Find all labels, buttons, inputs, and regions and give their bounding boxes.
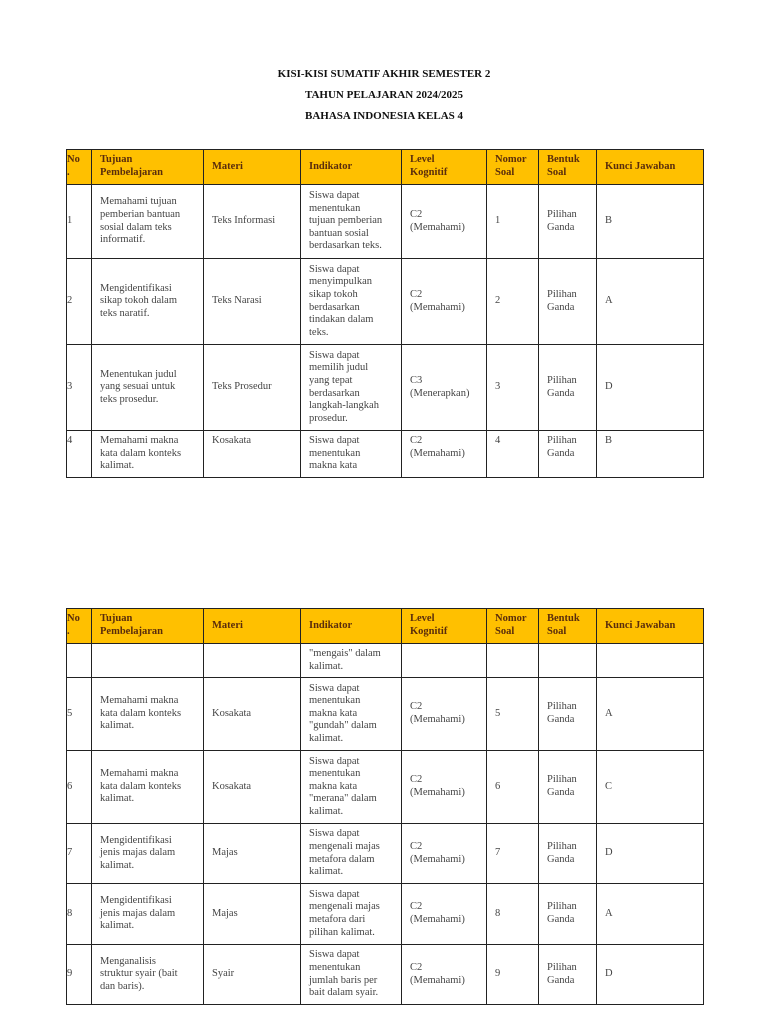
header-no: No . [67,150,92,185]
cell-no: 1 [67,185,92,259]
cell-kunci: B [597,185,704,259]
header-tujuan: Tujuan Pembelajaran [92,150,204,185]
cell-bentuk: Pilihan Ganda [539,945,597,1005]
cell-bentuk: Pilihan Ganda [539,259,597,345]
header-row [67,609,704,644]
cell-materi: Majas [204,884,301,945]
cell-tujuan: Mengidentifikasi jenis majas dalam kalimat. [92,884,204,945]
title-line-3: BAHASA INDONESIA KELAS 4 [304,110,464,122]
document-title [0,64,768,127]
cell-kunci: C [597,751,704,824]
header-indikator: Indikator [301,609,402,644]
cell-nomor: 8 [487,884,539,945]
cell-nomor: 7 [487,824,539,884]
cell-kunci: A [597,884,704,945]
cell-tujuan [92,644,204,678]
cell-indikator: Siswa dapat menentukan jumlah baris per bait dalam syair. [301,945,402,1005]
table-row [67,824,704,884]
cell-materi: Kosakata [204,431,301,478]
cell-tujuan: Memahami makna kata dalam konteks kalimat. [92,431,204,478]
cell-tujuan: Menentukan judul yang sesuai untuk teks prosedur. [92,345,204,431]
cell-nomor: 2 [487,259,539,345]
header-row [67,150,704,185]
cell-bentuk: Pilihan Ganda [539,751,597,824]
table-row [67,644,704,678]
cell-indikator: Siswa dapat menentukan makna kata [301,431,402,478]
cell-indikator: Siswa dapat mengenali majas metafora dari pilihan kalimat. [301,884,402,945]
header-level: Level Kognitif [402,609,487,644]
cell-nomor: 9 [487,945,539,1005]
cell-no: 9 [67,945,92,1005]
header-kunci: Kunci Jawaban [597,609,704,644]
cell-materi: Majas [204,824,301,884]
cell-nomor: 5 [487,678,539,751]
cell-kunci: A [597,678,704,751]
table-row [67,945,704,1005]
cell-indikator: Siswa dapat mengenali majas metafora dalam kalimat. [301,824,402,884]
cell-kunci: B [597,431,704,478]
cell-kunci: A [597,259,704,345]
cell-materi: Teks Narasi [204,259,301,345]
cell-indikator: Siswa dapat menyimpulkan sikap tokoh berdasarkan tindakan dalam teks. [301,259,402,345]
cell-no: 6 [67,751,92,824]
header-indikator: Indikator [301,150,402,185]
cell-no: 8 [67,884,92,945]
title-line-1: KISI-KISI SUMATIF AKHIR SEMESTER 2 [277,68,491,80]
cell-level: C2 (Memahami) [402,945,487,1005]
cell-indikator: Siswa dapat menentukan makna kata "gundah" dalam kalimat. [301,678,402,751]
header-tujuan: Tujuan Pembelajaran [92,609,204,644]
cell-level: C2 (Memahami) [402,751,487,824]
cell-materi [204,644,301,678]
cell-no: 7 [67,824,92,884]
kisi-table-1 [66,149,704,478]
cell-bentuk: Pilihan Ganda [539,431,597,478]
cell-level: C2 (Memahami) [402,259,487,345]
cell-materi: Syair [204,945,301,1005]
cell-nomor [487,644,539,678]
table-row [67,678,704,751]
header-level: Level Kognitif [402,150,487,185]
cell-materi: Kosakata [204,751,301,824]
cell-tujuan: Mengidentifikasi jenis majas dalam kalimat. [92,824,204,884]
cell-no: 2 [67,259,92,345]
cell-indikator: Siswa dapat menentukan makna kata "merana" dalam kalimat. [301,751,402,824]
table-row [67,259,704,345]
cell-kunci: D [597,345,704,431]
table-row [67,884,704,945]
cell-indikator: Siswa dapat menentukan tujuan pemberian bantuan sosial berdasarkan teks. [301,185,402,259]
cell-level: C2 (Memahami) [402,678,487,751]
header-no: No . [67,609,92,644]
cell-bentuk: Pilihan Ganda [539,345,597,431]
header-kunci: Kunci Jawaban [597,150,704,185]
cell-tujuan: Memahami tujuan pemberian bantuan sosial dalam teks informatif. [92,185,204,259]
table-row [67,431,704,478]
cell-no: 3 [67,345,92,431]
cell-level: C2 (Memahami) [402,824,487,884]
header-materi: Materi [204,150,301,185]
cell-materi: Teks Prosedur [204,345,301,431]
table-row [67,751,704,824]
cell-no: 4 [67,431,92,478]
table-row [67,345,704,431]
cell-tujuan: Menganalisis struktur syair (bait dan baris). [92,945,204,1005]
header-nomor: Nomor Soal [487,150,539,185]
header-materi: Materi [204,609,301,644]
cell-no: 5 [67,678,92,751]
cell-indikator: Siswa dapat memilih judul yang tepat berdasarkan langkah-langkah prosedur. [301,345,402,431]
cell-nomor: 4 [487,431,539,478]
cell-bentuk [539,644,597,678]
cell-tujuan: Mengidentifikasi sikap tokoh dalam teks naratif. [92,259,204,345]
cell-materi: Teks Informasi [204,185,301,259]
cell-indikator: "mengais" dalam kalimat. [301,644,402,678]
cell-bentuk: Pilihan Ganda [539,678,597,751]
cell-level: C3 (Menerapkan) [402,345,487,431]
cell-bentuk: Pilihan Ganda [539,824,597,884]
cell-level: C2 (Memahami) [402,884,487,945]
cell-bentuk: Pilihan Ganda [539,884,597,945]
title-line-2: TAHUN PELAJARAN 2024/2025 [304,89,464,101]
cell-kunci [597,644,704,678]
cell-level: C2 (Memahami) [402,185,487,259]
cell-bentuk: Pilihan Ganda [539,185,597,259]
header-nomor: Nomor Soal [487,609,539,644]
cell-nomor: 1 [487,185,539,259]
header-bentuk: Bentuk Soal [539,609,597,644]
cell-kunci: D [597,945,704,1005]
header-bentuk: Bentuk Soal [539,150,597,185]
cell-tujuan: Memahami makna kata dalam konteks kalimat. [92,678,204,751]
table-row [67,185,704,259]
cell-tujuan: Memahami makna kata dalam konteks kalimat. [92,751,204,824]
kisi-table-2 [66,608,704,1005]
cell-no [67,644,92,678]
cell-level: C2 (Memahami) [402,431,487,478]
cell-level [402,644,487,678]
cell-nomor: 6 [487,751,539,824]
cell-materi: Kosakata [204,678,301,751]
cell-kunci: D [597,824,704,884]
cell-nomor: 3 [487,345,539,431]
